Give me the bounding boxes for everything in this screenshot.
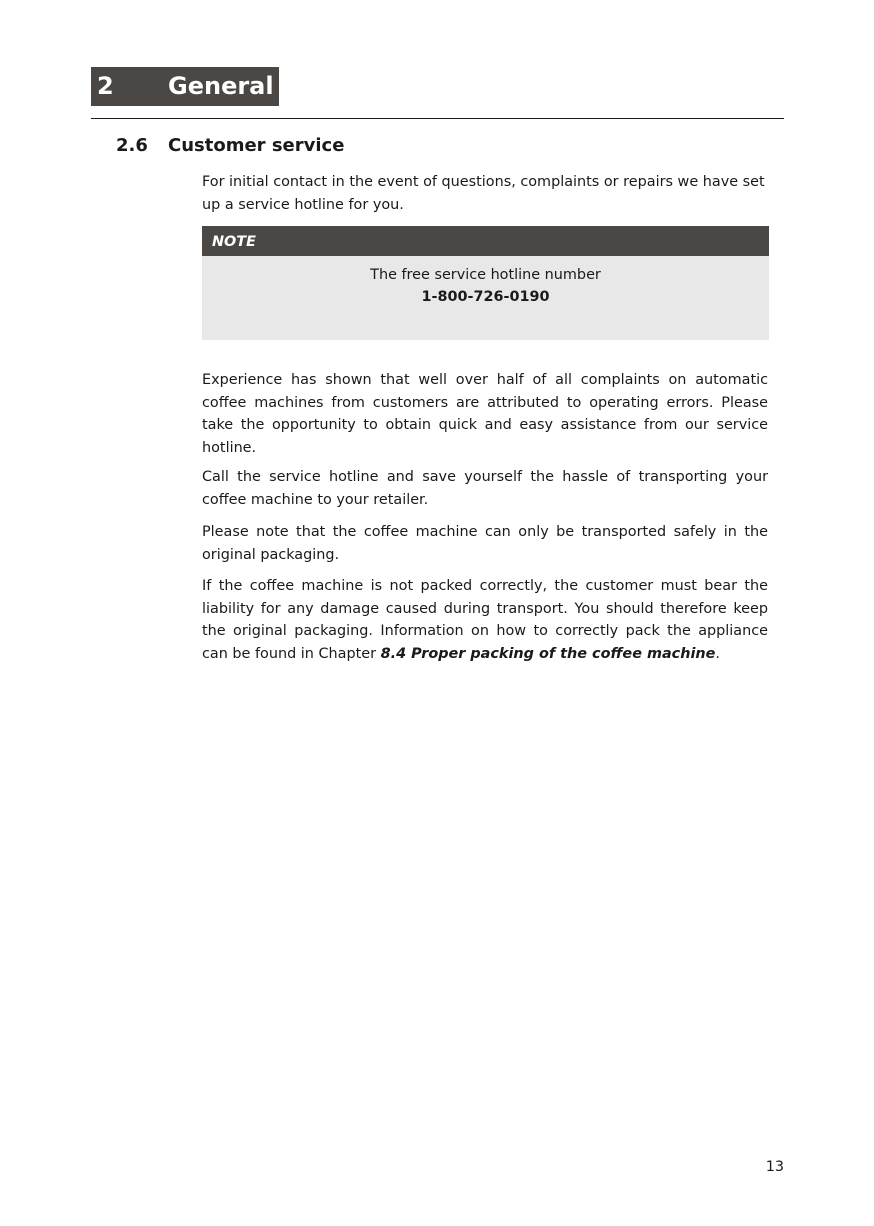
paragraph-liability	[202, 575, 768, 665]
liability-text: If the coffee machine is not packed correctly, the customer must bear the liability for any damage caused during transport. You should therefore keep the original packaging. Information on how to correctly pack the appliance can be found in Chapter	[202, 578, 768, 662]
header-divider	[91, 118, 784, 119]
note-hotline-text: The free service hotline number	[370, 267, 601, 283]
chapter-number: 2	[97, 72, 114, 100]
note-hotline-number: 1-800-726-0190	[421, 289, 550, 305]
page-number: 13	[765, 1159, 784, 1175]
paragraph-experience: Experience has shown that well over half of all complaints on automatic coffee machines from customers are attributed to operating errors. Please take the opportunity to obtain quick and easy assistance from our service hotline.	[202, 372, 768, 456]
note-label: NOTE	[202, 226, 769, 256]
liability-text-end: .	[715, 645, 720, 662]
chapter-title: General	[168, 72, 274, 100]
section-number: 2.6	[116, 135, 148, 156]
chapter-reference-link[interactable]: 8.4 Proper packing of the coffee machine	[380, 645, 716, 662]
section-title: Customer service	[168, 135, 345, 156]
intro-paragraph: For initial contact in the event of questions, complaints or repairs we have set up a service hotline for you.	[202, 174, 765, 213]
note-box	[202, 226, 769, 340]
paragraph-call-hotline: Call the service hotline and save yourself the hassle of transporting your coffee machine to your retailer.	[202, 469, 768, 508]
paragraph-packaging-note: Please note that the coffee machine can only be transported safely in the original packaging.	[202, 524, 768, 563]
chapter-header	[91, 67, 279, 106]
